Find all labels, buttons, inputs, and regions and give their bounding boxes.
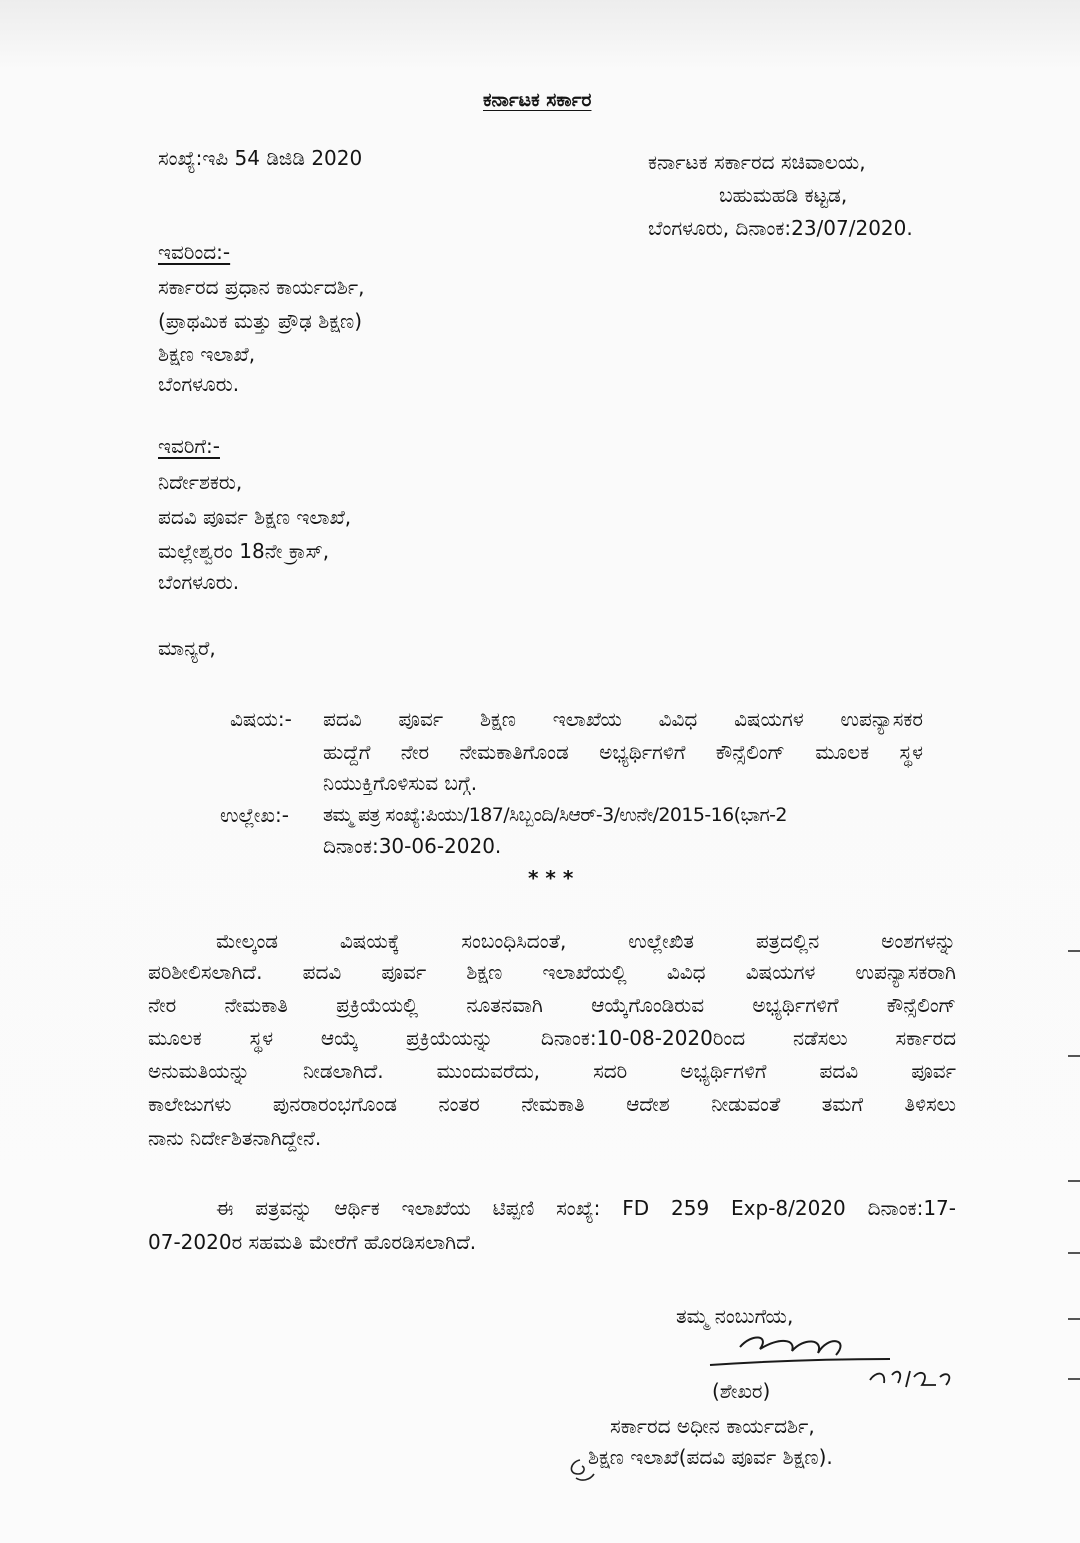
from-heading: ಇವರಿಂದ:-: [158, 240, 231, 264]
scan-edge-mark: [1068, 1180, 1080, 1182]
subject-line: ನಿಯುಕ್ತಿಗೊಳಿಸುವ ಬಗ್ಗೆ.: [323, 771, 478, 795]
to-line: ಪದವಿ ಪೂರ್ವ ಶಿಕ್ಷಣ ಇಲಾಖೆ,: [158, 505, 352, 529]
scan-edge-mark: [1068, 1055, 1080, 1057]
body-line: ನೇರ ನೇಮಕಾತಿ ಪ್ರಕ್ರಿಯೆಯಲ್ಲಿ ನೂತನವಾಗಿ ಆಯ್ಕೆಗೊಂಡಿರುವ ಅಭ್ಯರ್ಥಿಗಳಿಗೆ ಕೌನ್ಸೆಲಿಂಗ್: [148, 993, 956, 1017]
scan-edge-mark: [1068, 1378, 1080, 1380]
from-line: (ಪ್ರಾಥಮಿಕ ಮತ್ತು ಪ್ರೌಢ ಶಿಕ್ಷಣ): [158, 309, 363, 333]
scan-edge-mark: [1068, 1318, 1080, 1320]
closing-yours: ತಮ್ಮ ನಂಬುಗೆಯ,: [676, 1304, 794, 1328]
subject-line: ಹುದ್ದೆಗೆ ನೇರ ನೇಮಕಾತಿಗೊಂಡ ಅಭ್ಯರ್ಥಿಗಳಿಗೆ ಕೌನ್ಸೆಲಿಂಗ್ ಮೂಲಕ ಸ್ಥಳ: [323, 740, 923, 764]
body-line: ಮೂಲಕ ಸ್ಥಳ ಆಯ್ಕೆ ಪ್ರಕ್ರಿಯೆಯನ್ನು ದಿನಾಂಕ:10-08-2020ರಿಂದ ನಡೆಸಲು ಸರ್ಕಾರದ: [148, 1026, 956, 1050]
body-line: 07-2020ರ ಸಹಮತಿ ಮೇರೆಗೆ ಹೊರಡಿಸಲಾಗಿದೆ.: [148, 1230, 477, 1254]
to-line: ಮಲ್ಲೇಶ್ವರಂ 18ನೇ ಕ್ರಾಸ್,: [158, 539, 330, 563]
scan-edge-mark: [1068, 950, 1080, 952]
salutation: ಮಾನ್ಯರೆ,: [158, 636, 216, 660]
from-line: ಬೆಂಗಳೂರು.: [158, 372, 240, 396]
initial-mark: [562, 1452, 602, 1492]
to-heading: ಇವರಿಗೆ:-: [158, 434, 220, 458]
to-line: ನಿರ್ದೇಶಕರು,: [158, 470, 243, 494]
reference-label: ಉಲ್ಲೇಖ:-: [220, 803, 289, 827]
address-date-line: ಬೆಂಗಳೂರು, ದಿನಾಂಕ:23/07/2020.: [648, 216, 913, 240]
designation-line: ಶಿಕ್ಷಣ ಇಲಾಖೆ(ಪದವಿ ಪೂರ್ವ ಶಿಕ್ಷಣ).: [588, 1445, 833, 1469]
body-line: ಪರಿಶೀಲಿಸಲಾಗಿದೆ. ಪದವಿ ಪೂರ್ವ ಶಿಕ್ಷಣ ಇಲಾಖೆಯಲ್ಲಿ ವಿವಿಧ ವಿಷಯಗಳ ಉಪನ್ಯಾಸಕರಾಗಿ: [148, 960, 956, 984]
body-line: ಈ ಪತ್ರವನ್ನು ಆರ್ಥಿಕ ಇಲಾಖೆಯ ಟಿಪ್ಪಣಿ ಸಂಖ್ಯೆ: FD 259 Exp-8/2020 ದಿನಾಂಕ:17-: [216, 1196, 956, 1220]
address-line-2: ಬಹುಮಹಡಿ ಕಟ್ಟಡ,: [719, 183, 848, 207]
subject-line: ಪದವಿ ಪೂರ್ವ ಶಿಕ್ಷಣ ಇಲಾಖೆಯ ವಿವಿಧ ವಿಷಯಗಳ ಉಪನ್ಯಾಸಕರ: [323, 707, 923, 731]
scan-edge-mark: [1068, 1252, 1080, 1254]
reference-line: ದಿನಾಂಕ:30-06-2020.: [323, 834, 502, 858]
body-line: ಮೇಲ್ಕಂಡ ವಿಷಯಕ್ಕೆ ಸಂಬಂಧಿಸಿದಂತೆ, ಉಲ್ಲೇಖಿತ ಪತ್ರದಲ್ಲಿನ ಅಂಶಗಳನ್ನು: [216, 929, 956, 953]
reference-line: ತಮ್ಮ ಪತ್ರ ಸಂಖ್ಯೆ:ಪಿಯು/187/ಸಿಬ್ಬಂದಿ/ಸಿಆರ್-3/ಉನೇ/2015-16(ಭಾಗ-2: [323, 804, 787, 826]
signatory-name: (ಶೇಖರ): [712, 1379, 771, 1403]
subject-label: ವಿಷಯ:-: [230, 707, 292, 731]
body-line: ನಾನು ನಿರ್ದೇಶಿತನಾಗಿದ್ದೇನೆ.: [148, 1126, 322, 1150]
to-line: ಬೆಂಗಳೂರು.: [158, 570, 240, 594]
reference-number: ಸಂಖ್ಯೆ:ಇಪಿ 54 ಡಿಜಿಡಿ 2020: [158, 146, 363, 170]
government-title: ಕರ್ನಾಟಕ ಸರ್ಕಾರ: [483, 89, 592, 111]
body-line: ಅನುಮತಿಯನ್ನು ನೀಡಲಾಗಿದೆ. ಮುಂದುವರೆದು, ಸದರಿ ಅಭ್ಯರ್ಥಿಗಳಿಗೆ ಪದವಿ ಪೂರ್ವ: [148, 1059, 956, 1083]
separator-stars: * * *: [528, 866, 574, 890]
address-line-1: ಕರ್ನಾಟಕ ಸರ್ಕಾರದ ಸಚಿವಾಲಯ,: [648, 150, 866, 174]
from-line: ಶಿಕ್ಷಣ ಇಲಾಖೆ,: [158, 342, 256, 366]
from-line: ಸರ್ಕಾರದ ಪ್ರಧಾನ ಕಾರ್ಯದರ್ಶಿ,: [158, 275, 365, 299]
body-line: ಕಾಲೇಜುಗಳು ಪುನರಾರಂಭಗೊಂಡ ನಂತರ ನೇಮಕಾತಿ ಆದೇಶ ನೀಡುವಂತೆ ತಮಗೆ ತಿಳಿಸಲು: [148, 1092, 956, 1116]
designation-line: ಸರ್ಕಾರದ ಅಧೀನ ಕಾರ್ಯದರ್ಶಿ,: [610, 1414, 815, 1438]
